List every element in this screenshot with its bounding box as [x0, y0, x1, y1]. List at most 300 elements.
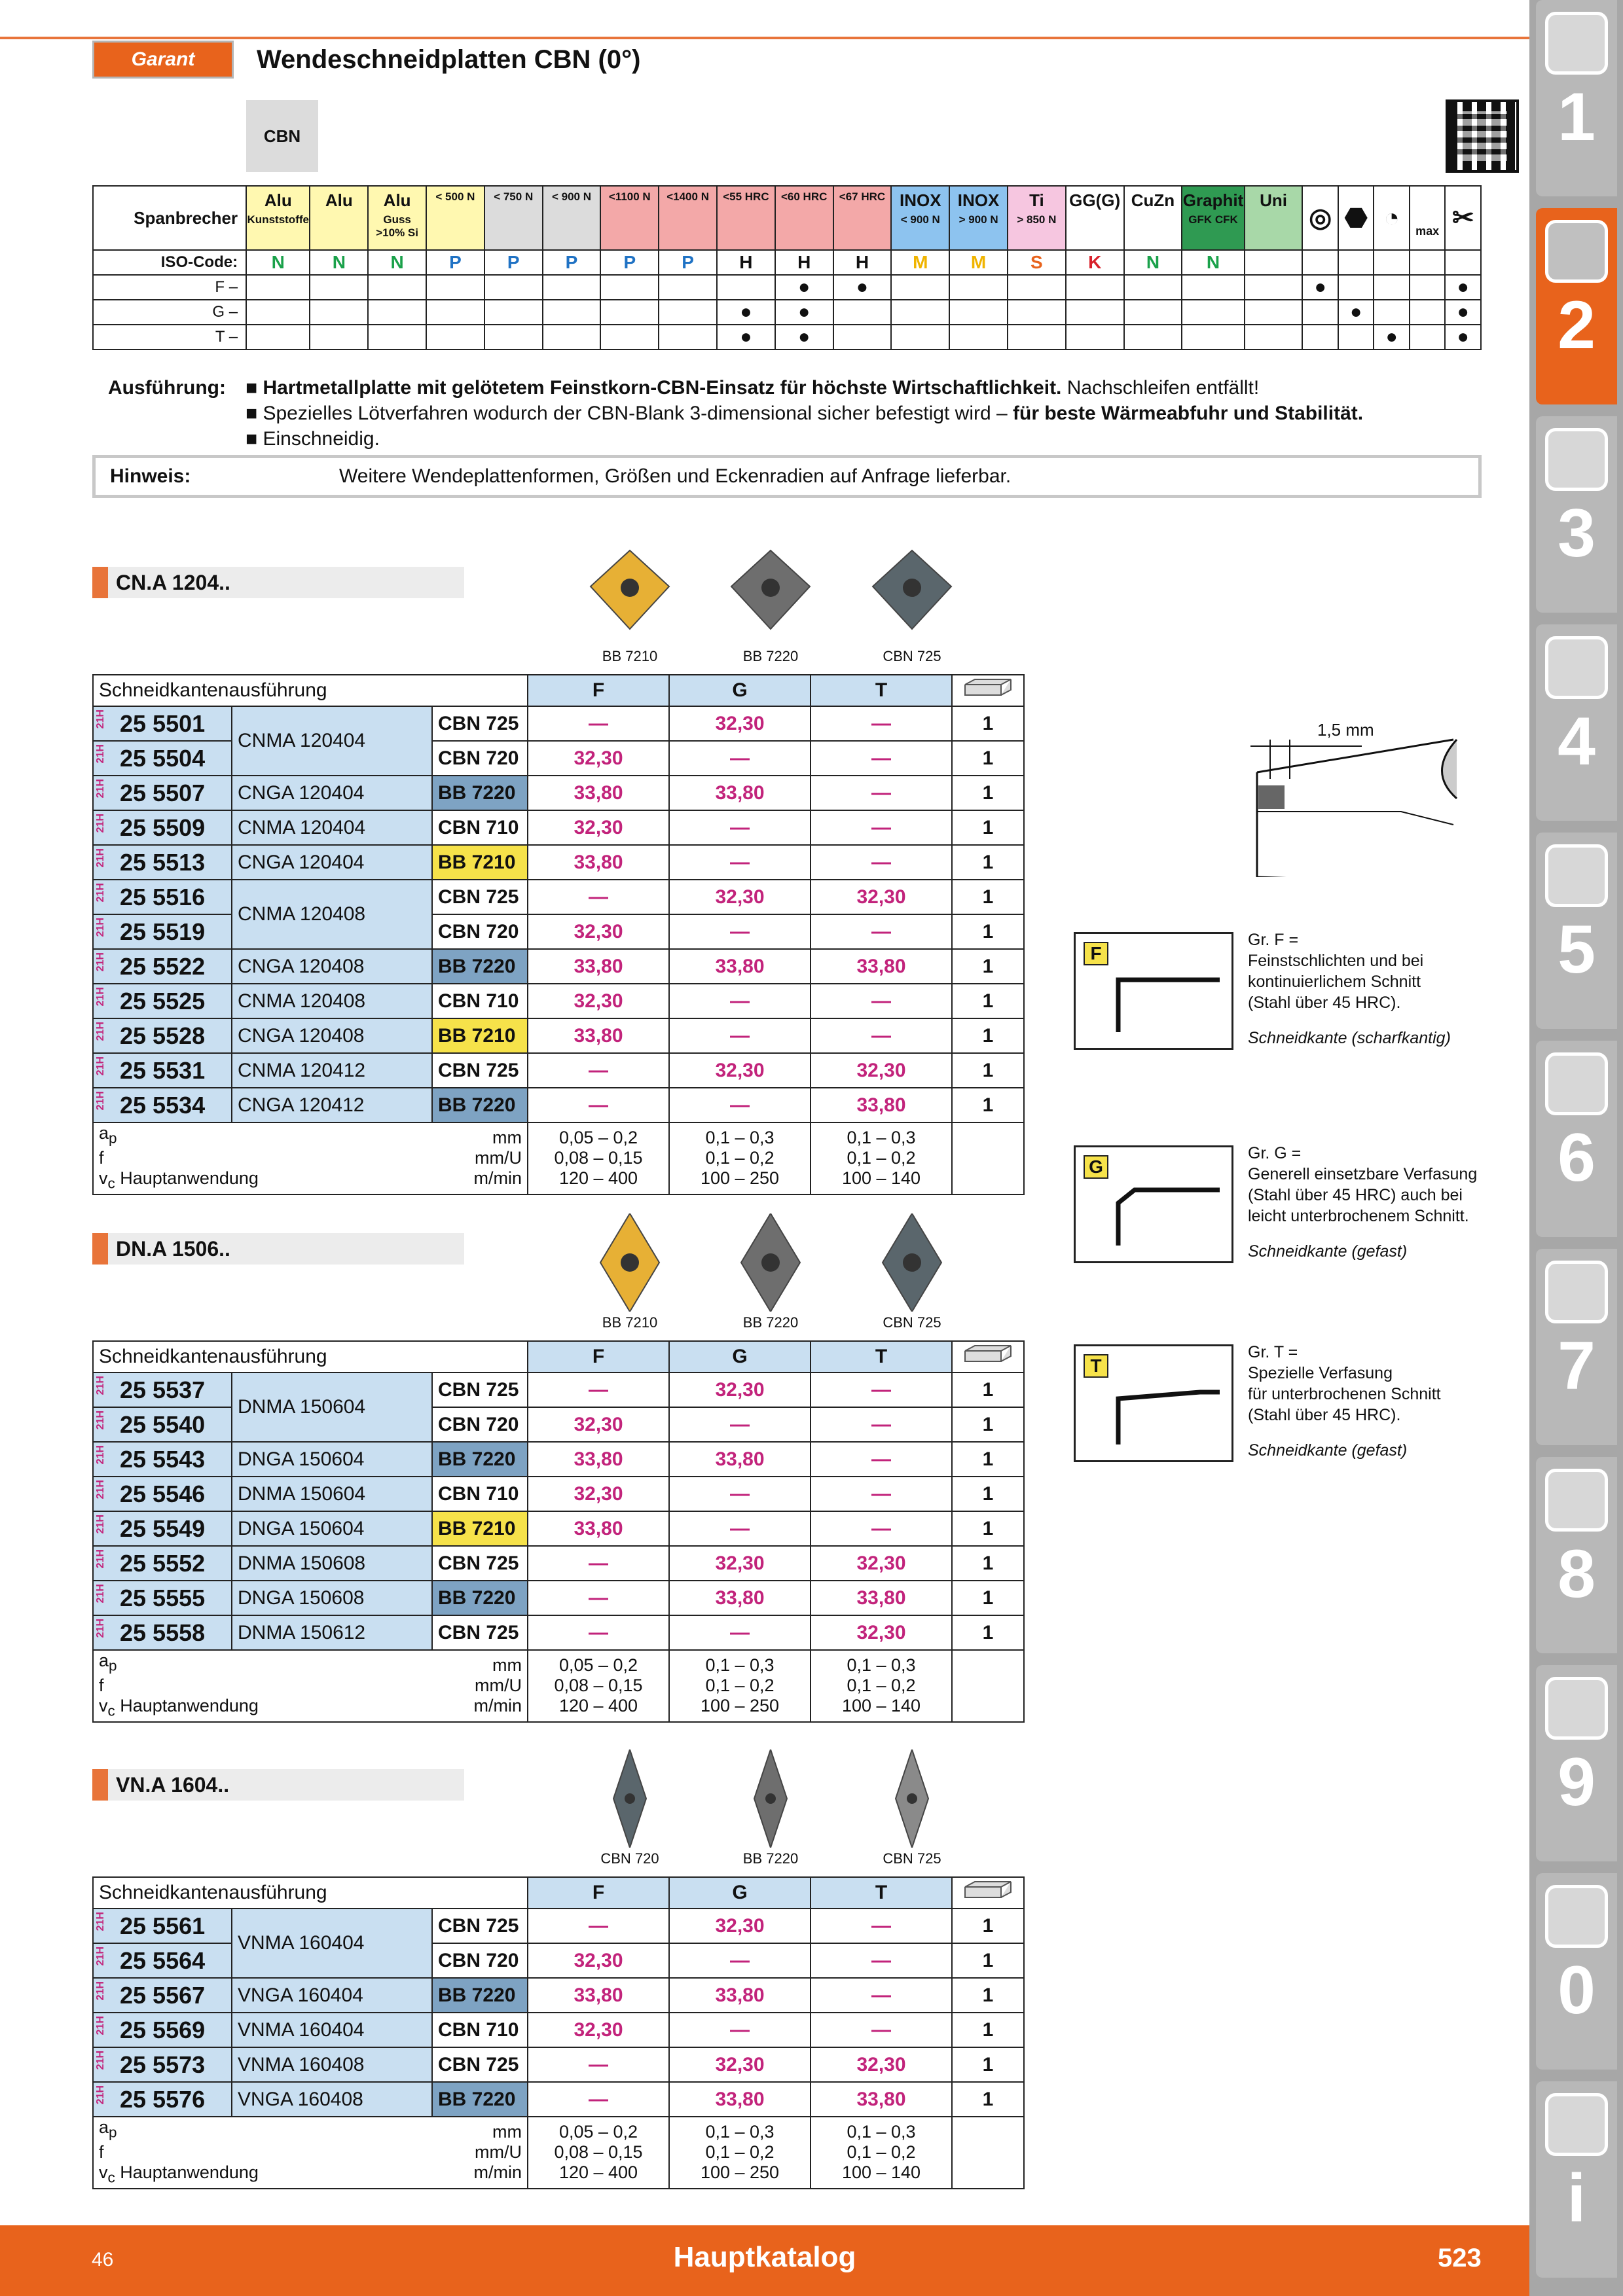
irregular-stock-icon: ⬣ — [1338, 186, 1374, 250]
article-number[interactable] — [93, 706, 232, 741]
chapter-tab-3[interactable] — [1536, 416, 1617, 613]
table-row[interactable] — [93, 1442, 1024, 1477]
unit: mm/U — [475, 1148, 522, 1168]
insert-type: CNGA 120404 — [232, 776, 432, 810]
table-row[interactable] — [93, 810, 1024, 845]
geometry-key: G — [1084, 1155, 1108, 1179]
matrix-cell — [949, 275, 1008, 300]
vc-text: Hauptanwendung — [115, 1168, 259, 1189]
cutting-value: 0,1 – 0,2 — [847, 2142, 916, 2162]
cutting-value: 100 – 250 — [700, 1168, 780, 1189]
ap-sub: p — [109, 1130, 117, 1147]
insert-type: DNMA 150604 — [232, 1372, 432, 1442]
price-cell: — — [811, 810, 952, 845]
table-row[interactable] — [93, 1511, 1024, 1546]
geometry-line: (Stahl über 45 HRC) auch bei — [1248, 1186, 1463, 1204]
geometry-text — [1248, 929, 1497, 1049]
pack-qty: 1 — [952, 1053, 1024, 1088]
article-id: 25 5549 — [120, 1515, 206, 1542]
matrix-cell — [1410, 275, 1445, 300]
grade: BB 7220 — [432, 776, 528, 810]
table-row[interactable] — [93, 2013, 1024, 2047]
matrix-cell — [1182, 300, 1244, 325]
chapter-number: 1 — [1558, 79, 1596, 155]
article-number[interactable] — [93, 1511, 232, 1546]
cutting-values-F — [528, 1650, 669, 1722]
geometry-text — [1248, 1342, 1497, 1461]
grade: BB 7220 — [432, 2082, 528, 2117]
safety-goggles-icon — [1545, 1885, 1608, 1948]
price-cell: — — [669, 1477, 811, 1511]
chipbreaker-matrix — [92, 185, 1482, 350]
table-row[interactable] — [93, 776, 1024, 810]
article-id: 25 5576 — [120, 2085, 206, 2113]
matrix-cell — [484, 275, 543, 300]
geometry-key: F — [1084, 942, 1108, 965]
price-cell: 33,80 — [528, 1511, 669, 1546]
price-cell: 33,80 — [811, 1581, 952, 1615]
note-box — [92, 455, 1482, 498]
geometry-text — [1248, 1143, 1497, 1262]
cutting-value: 120 – 400 — [558, 1696, 638, 1716]
pack-qty: 1 — [952, 845, 1024, 880]
article-tag: 21H — [95, 1912, 106, 1931]
article-tag: 21H — [95, 848, 106, 868]
article-number[interactable] — [93, 1407, 232, 1442]
iso-empty — [1338, 250, 1374, 275]
table-row[interactable] — [93, 1477, 1024, 1511]
col-edge-design: Schneidkantenausführung — [93, 1341, 528, 1372]
article-number[interactable] — [93, 1477, 232, 1511]
article-id: 25 5516 — [120, 883, 206, 910]
article-tag: 21H — [95, 1981, 106, 2001]
cutting-value: 0,1 – 0,2 — [847, 1148, 916, 1168]
price-cell: 32,30 — [811, 1615, 952, 1650]
price-cell: 33,80 — [528, 949, 669, 984]
price-cell: — — [811, 1407, 952, 1442]
chapter-tab-2[interactable] — [1536, 208, 1617, 404]
grade: CBN 710 — [432, 2013, 528, 2047]
geometry-edge-type: Schneidkante (gefast) — [1248, 1441, 1408, 1460]
article-tag: 21H — [95, 1946, 106, 1966]
article-id: 25 5546 — [120, 1480, 206, 1507]
article-number[interactable] — [93, 1943, 232, 1978]
price-cell: — — [669, 741, 811, 776]
matrix-cell — [1066, 325, 1124, 350]
price-cell: 32,30 — [669, 706, 811, 741]
article-number[interactable] — [93, 776, 232, 810]
article-number[interactable] — [93, 2013, 232, 2047]
matrix-cell: ● — [717, 300, 775, 325]
price-cell: 32,30 — [811, 1546, 952, 1581]
section-title: DN.A 1506.. — [92, 1233, 464, 1265]
cabinet-icon — [1545, 1677, 1608, 1740]
article-number[interactable] — [93, 741, 232, 776]
table-row[interactable] — [93, 1018, 1024, 1053]
table-row[interactable] — [93, 1546, 1024, 1581]
material-spec: > 850 N — [1017, 213, 1057, 226]
cutting-value: 0,1 – 0,3 — [705, 2122, 775, 2142]
chapter-tab-7[interactable] — [1536, 1249, 1617, 1445]
iso-code: H — [833, 250, 892, 275]
pack-qty: 1 — [952, 2047, 1024, 2082]
chapter-tab-9[interactable] — [1536, 1665, 1617, 1861]
article-number[interactable] — [93, 1581, 232, 1615]
matrix-cell: ● — [775, 275, 833, 300]
pack-qty: 1 — [952, 1407, 1024, 1442]
price-cell: — — [811, 845, 952, 880]
article-tag: 21H — [95, 883, 106, 903]
cutting-units — [432, 1650, 528, 1722]
caliper-icon — [1545, 636, 1608, 699]
matrix-cell — [1302, 300, 1338, 325]
article-id: 25 5507 — [120, 779, 206, 806]
article-number[interactable] — [93, 2082, 232, 2117]
material-spec: <67 HRC — [839, 190, 886, 203]
article-number[interactable] — [93, 1442, 232, 1477]
article-number[interactable] — [93, 1615, 232, 1650]
pack-qty: 1 — [952, 1943, 1024, 1978]
matrix-cell — [1245, 300, 1303, 325]
insert-type: CNMA 120404 — [232, 810, 432, 845]
table-row[interactable] — [93, 845, 1024, 880]
insert-type: CNGA 120408 — [232, 1018, 432, 1053]
table-row[interactable] — [93, 2047, 1024, 2082]
chapter-tab-i[interactable] — [1536, 2081, 1617, 2278]
price-cell: 32,30 — [669, 1909, 811, 1943]
pack-qty: 1 — [952, 984, 1024, 1018]
f-label: f — [99, 2142, 104, 2162]
unit: mm — [492, 1128, 522, 1148]
matrix-cell — [833, 325, 892, 350]
grade: CBN 725 — [432, 2047, 528, 2082]
price-cell: — — [811, 741, 952, 776]
cutting-values-G — [669, 1122, 811, 1194]
material-col-4 — [484, 186, 543, 250]
article-number[interactable] — [93, 810, 232, 845]
grade: BB 7220 — [432, 949, 528, 984]
chapter-number: 9 — [1558, 1744, 1596, 1820]
cutting-empty — [952, 2117, 1024, 2189]
insert-type: VNMA 160408 — [232, 2047, 432, 2082]
insert-type: CNMA 120408 — [232, 984, 432, 1018]
matrix-cell — [1008, 300, 1066, 325]
price-cell: — — [669, 984, 811, 1018]
article-number[interactable] — [93, 2047, 232, 2082]
edge-profile-icon — [1108, 1372, 1233, 1451]
cutting-value: 0,1 – 0,2 — [847, 1676, 916, 1696]
article-tag: 21H — [95, 779, 106, 798]
col-t: T — [811, 675, 952, 706]
matrix-cell — [717, 275, 775, 300]
article-tag: 21H — [95, 2016, 106, 2036]
insert-type: CNGA 120412 — [232, 1088, 432, 1122]
article-number[interactable] — [93, 1018, 232, 1053]
price-cell: — — [528, 706, 669, 741]
cutting-value: 100 – 140 — [841, 1696, 921, 1716]
table-row[interactable] — [93, 880, 1024, 914]
table-row[interactable] — [93, 2082, 1024, 2117]
chapter-tab-4[interactable] — [1536, 624, 1617, 821]
pack-qty: 1 — [952, 1372, 1024, 1407]
cutting-values-T — [811, 1650, 952, 1722]
matrix-cell — [1374, 275, 1409, 300]
matrix-cell — [1245, 275, 1303, 300]
cutting-value: 0,1 – 0,2 — [705, 1148, 775, 1168]
matrix-cell — [310, 275, 368, 300]
material-col-16 — [1182, 186, 1244, 250]
price-cell: — — [528, 1372, 669, 1407]
col-edge-design: Schneidkantenausführung — [93, 675, 528, 706]
price-cell: 33,80 — [528, 1978, 669, 2013]
article-id: 25 5552 — [120, 1549, 206, 1577]
ap-sub: p — [109, 2124, 117, 2141]
geometry-line: für unterbrochenen Schnitt — [1248, 1385, 1441, 1403]
material-name: Alu — [383, 190, 411, 210]
price-cell: — — [669, 1407, 811, 1442]
geometry-key: T — [1084, 1354, 1108, 1378]
pack-qty-icon — [952, 1341, 1024, 1372]
matrix-cell — [246, 275, 310, 300]
ap-label — [99, 1123, 427, 1148]
matrix-cell: ● — [1445, 275, 1481, 300]
article-number[interactable] — [93, 1372, 232, 1407]
price-cell: — — [669, 1511, 811, 1546]
garant-logo: Garant — [92, 41, 234, 79]
material-col-5 — [543, 186, 601, 250]
table-row[interactable] — [93, 1615, 1024, 1650]
article-id: 25 5525 — [120, 987, 206, 1014]
article-number[interactable] — [93, 1053, 232, 1088]
material-col-6 — [600, 186, 659, 250]
chapter-tab-1[interactable] — [1536, 0, 1617, 196]
article-number[interactable] — [93, 1909, 232, 1943]
price-cell: 33,80 — [669, 1581, 811, 1615]
vc-text: Hauptanwendung — [115, 1696, 259, 1716]
matrix-cell — [1182, 275, 1244, 300]
pack-qty: 1 — [952, 1546, 1024, 1581]
col-g: G — [669, 675, 811, 706]
grade: BB 7210 — [432, 1511, 528, 1546]
matrix-cell — [1410, 300, 1445, 325]
material-name: Alu — [325, 190, 353, 210]
price-cell: 32,30 — [669, 2047, 811, 2082]
pack-qty: 1 — [952, 880, 1024, 914]
matrix-cell — [368, 325, 426, 350]
cutting-value: 0,1 – 0,3 — [705, 1655, 775, 1676]
insert-image — [587, 1749, 672, 1848]
insert-type: DNMA 150612 — [232, 1615, 432, 1650]
matrix-cell — [659, 275, 717, 300]
material-spec: <1400 N — [666, 190, 709, 203]
article-number[interactable] — [93, 1978, 232, 2013]
qr-code-icon[interactable] — [1446, 99, 1519, 173]
pack-qty: 1 — [952, 1581, 1024, 1615]
table-row[interactable] — [93, 1909, 1024, 1943]
col-f: F — [528, 675, 669, 706]
article-number[interactable] — [93, 949, 232, 984]
chapter-tab-0[interactable] — [1536, 1873, 1617, 2070]
price-cell: 33,80 — [528, 1018, 669, 1053]
insert-type: CNMA 120408 — [232, 880, 432, 949]
pack-qty: 1 — [952, 2082, 1024, 2117]
price-cell: 33,80 — [811, 2082, 952, 2117]
article-number[interactable] — [93, 845, 232, 880]
insert-type: DNGA 150604 — [232, 1511, 432, 1546]
article-number[interactable] — [93, 1546, 232, 1581]
cutting-units — [432, 1122, 528, 1194]
edge-dimension: 1,5 mm — [1317, 720, 1374, 740]
article-number[interactable] — [93, 984, 232, 1018]
price-cell: — — [811, 1511, 952, 1546]
insert-image — [869, 547, 955, 645]
price-cell: — — [528, 2047, 669, 2082]
insert-type: CNGA 120404 — [232, 845, 432, 880]
grade: CBN 725 — [432, 1546, 528, 1581]
price-cell: 33,80 — [811, 949, 952, 984]
chapter-number: 2 — [1558, 287, 1596, 363]
geometry-line: Gr. F = — [1248, 931, 1299, 949]
grade: CBN 710 — [432, 984, 528, 1018]
chapter-number: 4 — [1558, 704, 1596, 780]
cutting-value: 0,1 – 0,3 — [705, 1128, 775, 1148]
article-id: 25 5504 — [120, 744, 206, 772]
page-title: Wendeschneidplatten CBN (0°) — [257, 45, 641, 74]
cutting-values-T — [811, 2117, 952, 2189]
insert-image — [587, 547, 672, 645]
pack-qty-icon — [952, 675, 1024, 706]
table-row[interactable] — [93, 984, 1024, 1018]
price-cell: 33,80 — [811, 1088, 952, 1122]
price-cell: 32,30 — [528, 810, 669, 845]
price-cell: 32,30 — [528, 741, 669, 776]
pack-qty: 1 — [952, 1909, 1024, 1943]
article-tag: 21H — [95, 1549, 106, 1569]
col-edge-design: Schneidkantenausführung — [93, 1877, 528, 1909]
pack-qty: 1 — [952, 810, 1024, 845]
cutting-value: 120 – 400 — [558, 1168, 638, 1189]
col-g: G — [669, 1877, 811, 1909]
table-row[interactable] — [93, 1978, 1024, 2013]
col-f: F — [528, 1341, 669, 1372]
grade: CBN 725 — [432, 1615, 528, 1650]
matrix-cell — [1374, 300, 1409, 325]
iso-empty — [1374, 250, 1409, 275]
chapter-number: 5 — [1558, 912, 1596, 988]
ap-symbol: a — [99, 1123, 109, 1143]
grade: CBN 725 — [432, 1372, 528, 1407]
chapter-tab-6[interactable] — [1536, 1041, 1617, 1237]
article-id: 25 5531 — [120, 1056, 206, 1084]
pack-qty: 1 — [952, 1477, 1024, 1511]
table-row[interactable] — [93, 1053, 1024, 1088]
grade: BB 7220 — [432, 1581, 528, 1615]
article-tag: 21H — [95, 1376, 106, 1395]
grade: CBN 720 — [432, 914, 528, 949]
matrix-cell — [246, 300, 310, 325]
geometry-line: Gr. T = — [1248, 1343, 1298, 1361]
unit: m/min — [473, 1696, 522, 1716]
grade: BB 7220 — [432, 1978, 528, 2013]
insert-type: DNGA 150608 — [232, 1581, 432, 1615]
table-row[interactable] — [93, 1581, 1024, 1615]
header-rule — [0, 37, 1529, 39]
cutting-value: 0,1 – 0,3 — [847, 1655, 916, 1676]
article-id: 25 5528 — [120, 1022, 206, 1049]
coolant-max-icon — [1410, 186, 1445, 250]
matrix-cell — [426, 325, 484, 350]
cutting-value: 100 – 140 — [841, 1168, 921, 1189]
cutting-params-labels — [93, 2117, 432, 2189]
matrix-cell — [1410, 325, 1445, 350]
matrix-cell — [600, 275, 659, 300]
geometry-line: Gr. G = — [1248, 1144, 1302, 1162]
unit: m/min — [473, 2162, 522, 2183]
insert-icon — [1545, 220, 1608, 283]
article-number[interactable] — [93, 1088, 232, 1122]
grade: BB 7220 — [432, 1088, 528, 1122]
matrix-cell: ● — [1445, 325, 1481, 350]
article-number[interactable] — [93, 880, 232, 914]
price-cell: 32,30 — [528, 1477, 669, 1511]
ap-sub: p — [109, 1657, 117, 1674]
material-col-14 — [1066, 186, 1124, 250]
price-cell: — — [669, 914, 811, 949]
price-cell: 32,30 — [528, 1407, 669, 1442]
grade: CBN 725 — [432, 1053, 528, 1088]
price-cell: 33,80 — [528, 1442, 669, 1477]
footer-page-left: 46 — [92, 2249, 114, 2270]
price-cell: — — [669, 1088, 811, 1122]
pack-qty: 1 — [952, 1442, 1024, 1477]
table-row[interactable] — [93, 706, 1024, 741]
material-col-12 — [949, 186, 1008, 250]
article-tag: 21H — [95, 1515, 106, 1534]
material-name: Alu — [264, 190, 292, 210]
matrix-cell — [1338, 275, 1374, 300]
matrix-cell — [1124, 275, 1182, 300]
cutting-value: 0,1 – 0,3 — [847, 1128, 916, 1148]
table-row[interactable] — [93, 1088, 1024, 1122]
chapter-number: 0 — [1558, 1952, 1596, 2028]
table-row[interactable] — [93, 949, 1024, 984]
dry-cut-icon: ✂ — [1445, 186, 1481, 250]
grade: BB 7210 — [432, 1018, 528, 1053]
matrix-cell — [1008, 275, 1066, 300]
execution-line-3: ■ Einschneidig. — [246, 428, 380, 450]
drill-icon — [1545, 12, 1608, 75]
iso-code: N — [368, 250, 426, 275]
chapter-tab-5[interactable] — [1536, 833, 1617, 1029]
chipbreaker-row-label: T – — [93, 325, 246, 350]
insert-label: BB 7210 — [602, 1314, 658, 1331]
price-cell: — — [811, 1018, 952, 1053]
article-id: 25 5509 — [120, 814, 206, 841]
chapter-tab-8[interactable] — [1536, 1457, 1617, 1653]
vc-symbol: v — [99, 2162, 108, 2183]
vc-label — [99, 1168, 427, 1193]
matrix-cell — [368, 300, 426, 325]
article-id: 25 5573 — [120, 2051, 206, 2078]
matrix-cell — [891, 300, 949, 325]
cutting-params-labels — [93, 1650, 432, 1722]
cutting-values-G — [669, 2117, 811, 2189]
table-row[interactable] — [93, 1372, 1024, 1407]
geometry-line: Spezielle Verfasung — [1248, 1364, 1393, 1382]
insert-type: VNMA 160404 — [232, 2013, 432, 2047]
article-number[interactable] — [93, 914, 232, 949]
insert-label: BB 7210 — [602, 648, 658, 664]
